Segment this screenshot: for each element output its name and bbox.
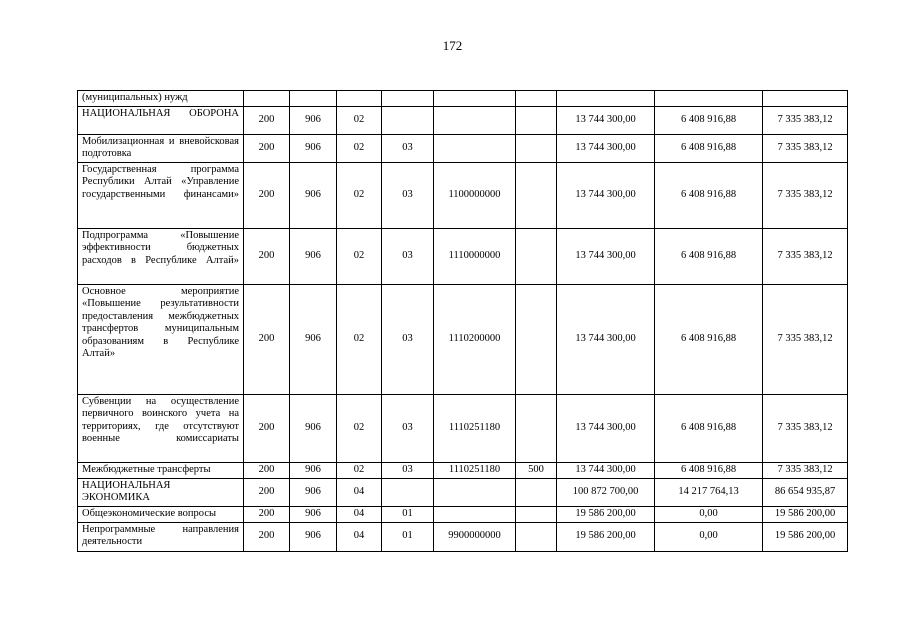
cell-csr [434, 91, 516, 107]
table-row [78, 228, 848, 284]
cell-csr: 1110000000 [434, 228, 516, 284]
table-row [78, 478, 848, 506]
cell-plan [557, 91, 655, 107]
cell-vedom: 906 [290, 162, 337, 228]
cell-plan: 13 744 300,00 [557, 106, 655, 134]
cell-remainder: 7 335 383,12 [763, 284, 848, 394]
cell-executed: 0,00 [655, 522, 763, 551]
cell-plan: 19 586 200,00 [557, 522, 655, 551]
cell-csr: 1110251180 [434, 394, 516, 462]
table-row [78, 522, 848, 551]
cell-executed: 6 408 916,88 [655, 162, 763, 228]
cell-vr [516, 394, 557, 462]
cell-grbs: 200 [244, 284, 290, 394]
cell-vedom: 906 [290, 522, 337, 551]
cell-vr [516, 106, 557, 134]
cell-vedom: 906 [290, 228, 337, 284]
cell-pr [382, 91, 434, 107]
cell-rz: 02 [337, 284, 382, 394]
cell-vr: 500 [516, 462, 557, 478]
cell-name: Подпрограмма «Повышение эффективности бюджетных расходов в Республике Алтай» [78, 228, 244, 284]
cell-plan: 13 744 300,00 [557, 462, 655, 478]
table-row [78, 462, 848, 478]
cell-grbs: 200 [244, 162, 290, 228]
cell-rz: 02 [337, 462, 382, 478]
cell-vedom: 906 [290, 394, 337, 462]
cell-executed: 6 408 916,88 [655, 228, 763, 284]
cell-name: Общеэкономические вопросы [78, 506, 244, 522]
cell-vr [516, 284, 557, 394]
cell-name: Субвенции на осуществление первичного воинского учета на территориях, где отсутствуют военные комиссариаты [78, 394, 244, 462]
cell-pr: 03 [382, 462, 434, 478]
budget-table [77, 90, 848, 552]
table-row [78, 134, 848, 162]
cell-executed: 0,00 [655, 506, 763, 522]
cell-csr [434, 106, 516, 134]
cell-rz: 02 [337, 228, 382, 284]
cell-grbs [244, 91, 290, 107]
page-number: 172 [442, 38, 463, 53]
cell-executed: 14 217 764,13 [655, 478, 763, 506]
cell-name: Непрограммные направления деятельности [78, 522, 244, 551]
cell-vedom: 906 [290, 134, 337, 162]
cell-csr: 9900000000 [434, 522, 516, 551]
cell-executed [655, 91, 763, 107]
cell-remainder: 19 586 200,00 [763, 506, 848, 522]
cell-remainder: 7 335 383,12 [763, 106, 848, 134]
cell-plan: 13 744 300,00 [557, 162, 655, 228]
cell-vedom [290, 91, 337, 107]
cell-vedom: 906 [290, 478, 337, 506]
cell-vr [516, 522, 557, 551]
cell-remainder [763, 91, 848, 107]
cell-rz: 02 [337, 394, 382, 462]
cell-remainder: 7 335 383,12 [763, 134, 848, 162]
cell-pr: 01 [382, 522, 434, 551]
cell-vr [516, 162, 557, 228]
cell-grbs: 200 [244, 106, 290, 134]
cell-pr [382, 478, 434, 506]
cell-pr: 03 [382, 284, 434, 394]
cell-pr: 01 [382, 506, 434, 522]
cell-rz: 02 [337, 106, 382, 134]
cell-executed: 6 408 916,88 [655, 462, 763, 478]
cell-plan: 19 586 200,00 [557, 506, 655, 522]
cell-csr: 1110200000 [434, 284, 516, 394]
cell-name: Государственная программа Республики Алтай «Управление государственными финансами» [78, 162, 244, 228]
cell-grbs: 200 [244, 134, 290, 162]
cell-vr [516, 228, 557, 284]
table-row [78, 506, 848, 522]
cell-grbs: 200 [244, 462, 290, 478]
cell-rz: 02 [337, 134, 382, 162]
cell-rz [337, 91, 382, 107]
cell-rz: 04 [337, 522, 382, 551]
cell-plan: 13 744 300,00 [557, 134, 655, 162]
cell-csr [434, 478, 516, 506]
cell-vedom: 906 [290, 506, 337, 522]
cell-csr: 1110251180 [434, 462, 516, 478]
cell-grbs: 200 [244, 394, 290, 462]
cell-vedom: 906 [290, 106, 337, 134]
table-row [78, 106, 848, 134]
cell-rz: 04 [337, 478, 382, 506]
cell-name: (муниципальных) нужд [78, 91, 244, 107]
cell-executed: 6 408 916,88 [655, 394, 763, 462]
cell-plan: 13 744 300,00 [557, 228, 655, 284]
cell-rz: 02 [337, 162, 382, 228]
table-row [78, 162, 848, 228]
cell-vedom: 906 [290, 284, 337, 394]
cell-remainder: 19 586 200,00 [763, 522, 848, 551]
cell-rz: 04 [337, 506, 382, 522]
cell-name: НАЦИОНАЛЬНАЯ ОБОРОНА [78, 106, 244, 134]
cell-grbs: 200 [244, 478, 290, 506]
cell-pr [382, 106, 434, 134]
cell-pr: 03 [382, 394, 434, 462]
table-row [78, 284, 848, 394]
cell-csr [434, 506, 516, 522]
cell-name: Мобилизационная и вневойсковая подготовка [78, 134, 244, 162]
cell-grbs: 200 [244, 522, 290, 551]
cell-csr: 1100000000 [434, 162, 516, 228]
cell-grbs: 200 [244, 506, 290, 522]
table-body [78, 91, 848, 552]
cell-plan: 13 744 300,00 [557, 284, 655, 394]
cell-vr [516, 91, 557, 107]
cell-grbs: 200 [244, 228, 290, 284]
table-row [78, 91, 848, 107]
cell-name: Межбюджетные трансферты [78, 462, 244, 478]
cell-remainder: 7 335 383,12 [763, 462, 848, 478]
table-row [78, 394, 848, 462]
cell-vr [516, 478, 557, 506]
cell-pr: 03 [382, 134, 434, 162]
cell-name: Основное мероприятие «Повышение результативности предоставления межбюджетных трансфертов муниципальным образованиям в Республике Алтай» [78, 284, 244, 394]
cell-plan: 13 744 300,00 [557, 394, 655, 462]
cell-pr: 03 [382, 228, 434, 284]
cell-vr [516, 506, 557, 522]
cell-executed: 6 408 916,88 [655, 134, 763, 162]
cell-executed: 6 408 916,88 [655, 284, 763, 394]
cell-vr [516, 134, 557, 162]
cell-vedom: 906 [290, 462, 337, 478]
cell-plan: 100 872 700,00 [557, 478, 655, 506]
cell-remainder: 86 654 935,87 [763, 478, 848, 506]
cell-name: НАЦИОНАЛЬНАЯ ЭКОНОМИКА [78, 478, 244, 506]
cell-remainder: 7 335 383,12 [763, 394, 848, 462]
cell-csr [434, 134, 516, 162]
cell-pr: 03 [382, 162, 434, 228]
cell-executed: 6 408 916,88 [655, 106, 763, 134]
cell-remainder: 7 335 383,12 [763, 162, 848, 228]
cell-remainder: 7 335 383,12 [763, 228, 848, 284]
